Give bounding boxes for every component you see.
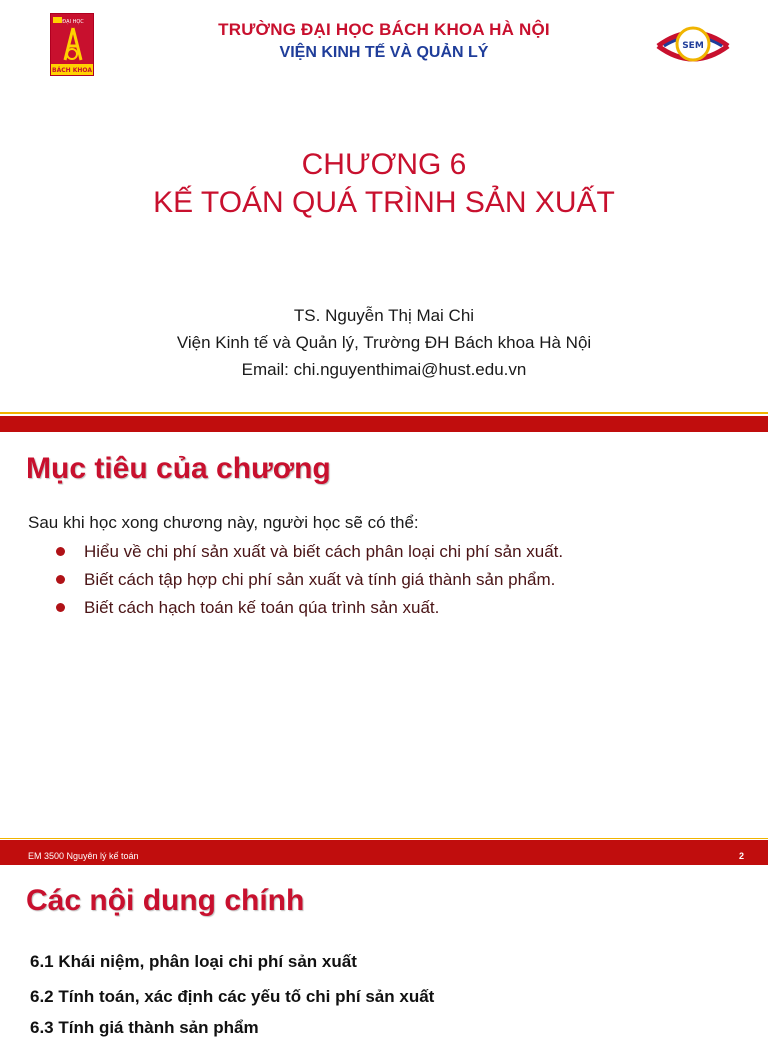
bullet-icon xyxy=(56,603,65,612)
objective-item xyxy=(56,595,563,623)
objectives-list xyxy=(56,539,563,623)
chapter-title: KẾ TOÁN QUÁ TRÌNH SẢN XUẤT xyxy=(153,186,615,219)
bullet-icon xyxy=(56,575,65,584)
page-number: 2 xyxy=(738,851,744,861)
contents-item: 6.2 Tính toán, xác định các yếu tố chi phí sản xuất xyxy=(30,987,435,1006)
slide-divider-red xyxy=(0,416,768,432)
contents-title: Các nội dung chính xyxy=(26,884,305,917)
chapter-number: CHƯƠNG 6 xyxy=(301,148,467,181)
university-name: TRƯỜNG ĐẠI HỌC BÁCH KHOA HÀ NỘI xyxy=(218,20,550,39)
objectives-intro: Sau khi học xong chương này, người học sẽ có thể: xyxy=(28,513,419,532)
objective-text: Biết cách hạch toán kế toán qúa trình sản xuất. xyxy=(84,598,440,617)
bullet-icon xyxy=(56,547,65,556)
sem-logo-text: SEM xyxy=(682,41,704,51)
objective-text: Hiểu về chi phí sản xuất và biết cách phân loại chi phí sản xuất. xyxy=(84,542,564,561)
institute-name: VIỆN KINH TẾ VÀ QUẢN LÝ xyxy=(279,44,489,61)
author-email[interactable]: Email: chi.nguyenthimai@hust.edu.vn xyxy=(241,360,527,379)
objectives-title: Mục tiêu của chương xyxy=(26,452,331,485)
course-code: EM 3500 Nguyên lý kế toán xyxy=(28,851,139,861)
footer-gold-line xyxy=(0,838,768,839)
contents-item: 6.3 Tính giá thành sản phẩm xyxy=(30,1018,259,1037)
objective-item xyxy=(56,539,563,567)
hust-logo-bottom-text: BÁCH KHOA xyxy=(52,67,92,74)
objective-item xyxy=(56,567,563,595)
sem-logo xyxy=(654,16,732,72)
author-affiliation: Viện Kinh tế và Quản lý, Trường ĐH Bách khoa Hà Nội xyxy=(176,333,592,352)
author-name: TS. Nguyễn Thị Mai Chi xyxy=(293,306,475,325)
hust-logo-top-text: ĐẠI HỌC xyxy=(62,19,84,25)
contents-item: 6.1 Khái niệm, phân loại chi phí sản xuất xyxy=(30,952,357,971)
objective-text: Biết cách tập hợp chi phí sản xuất và tính giá thành sản phẩm. xyxy=(84,570,556,589)
slide-divider-gold xyxy=(0,412,768,414)
